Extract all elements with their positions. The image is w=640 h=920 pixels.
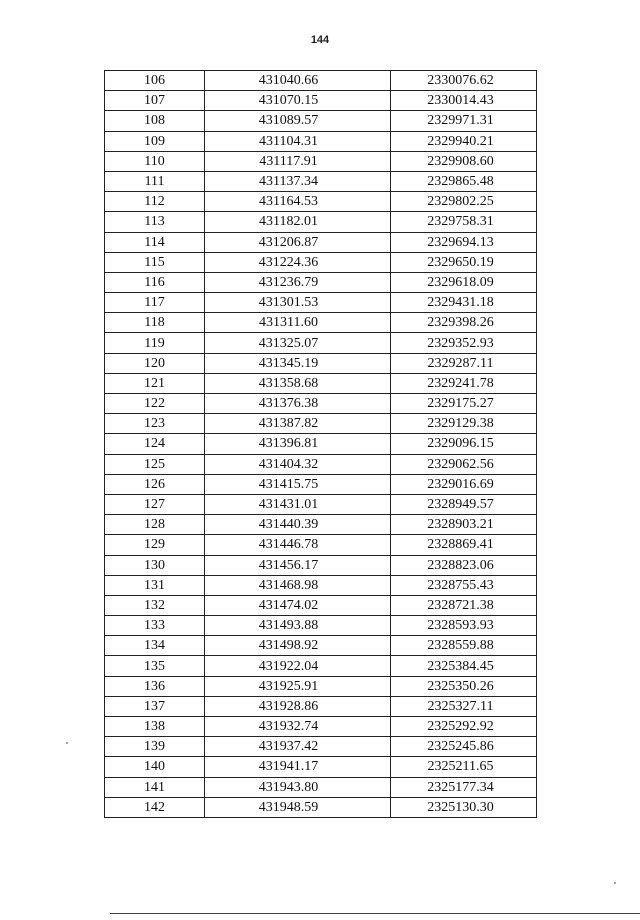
y-coordinate-cell: 2329241.78	[391, 373, 537, 393]
table-row	[105, 595, 537, 615]
point-number-cell: 140	[105, 757, 205, 777]
coordinate-table-body	[105, 71, 537, 818]
x-coordinate-cell: 431164.53	[205, 192, 391, 212]
x-coordinate-cell: 431040.66	[205, 71, 391, 91]
y-coordinate-cell: 2328559.88	[391, 636, 537, 656]
y-coordinate-cell: 2328903.21	[391, 515, 537, 535]
table-row	[105, 454, 537, 474]
point-number-cell: 107	[105, 91, 205, 111]
point-number-cell: 123	[105, 414, 205, 434]
table-row	[105, 151, 537, 171]
y-coordinate-cell: 2329908.60	[391, 151, 537, 171]
y-coordinate-cell: 2325350.26	[391, 676, 537, 696]
point-number-cell: 129	[105, 535, 205, 555]
x-coordinate-cell: 431431.01	[205, 494, 391, 514]
table-row	[105, 474, 537, 494]
x-coordinate-cell: 431070.15	[205, 91, 391, 111]
x-coordinate-cell: 431345.19	[205, 353, 391, 373]
point-number-cell: 124	[105, 434, 205, 454]
y-coordinate-cell: 2329398.26	[391, 313, 537, 333]
scan-speck	[66, 742, 68, 744]
x-coordinate-cell: 431311.60	[205, 313, 391, 333]
point-number-cell: 131	[105, 575, 205, 595]
table-row	[105, 555, 537, 575]
x-coordinate-cell: 431440.39	[205, 515, 391, 535]
x-coordinate-cell: 431937.42	[205, 737, 391, 757]
x-coordinate-cell: 431387.82	[205, 414, 391, 434]
table-row	[105, 171, 537, 191]
table-row	[105, 252, 537, 272]
x-coordinate-cell: 431415.75	[205, 474, 391, 494]
y-coordinate-cell: 2325384.45	[391, 656, 537, 676]
x-coordinate-cell: 431941.17	[205, 757, 391, 777]
point-number-cell: 136	[105, 676, 205, 696]
table-row	[105, 636, 537, 656]
point-number-cell: 109	[105, 131, 205, 151]
point-number-cell: 113	[105, 212, 205, 232]
y-coordinate-cell: 2328949.57	[391, 494, 537, 514]
x-coordinate-cell: 431182.01	[205, 212, 391, 232]
point-number-cell: 119	[105, 333, 205, 353]
point-number-cell: 126	[105, 474, 205, 494]
x-coordinate-cell: 431493.88	[205, 616, 391, 636]
y-coordinate-cell: 2329431.18	[391, 293, 537, 313]
point-number-cell: 125	[105, 454, 205, 474]
y-coordinate-cell: 2328755.43	[391, 575, 537, 595]
y-coordinate-cell: 2325327.11	[391, 696, 537, 716]
table-row	[105, 353, 537, 373]
x-coordinate-cell: 431925.91	[205, 676, 391, 696]
point-number-cell: 134	[105, 636, 205, 656]
y-coordinate-cell: 2329865.48	[391, 171, 537, 191]
x-coordinate-cell: 431117.91	[205, 151, 391, 171]
x-coordinate-cell: 431404.32	[205, 454, 391, 474]
table-row	[105, 131, 537, 151]
table-row	[105, 272, 537, 292]
x-coordinate-cell: 431922.04	[205, 656, 391, 676]
point-number-cell: 117	[105, 293, 205, 313]
y-coordinate-cell: 2328869.41	[391, 535, 537, 555]
table-row	[105, 757, 537, 777]
y-coordinate-cell: 2325211.65	[391, 757, 537, 777]
coordinate-table-container	[104, 70, 536, 818]
x-coordinate-cell: 431932.74	[205, 717, 391, 737]
y-coordinate-cell: 2329940.21	[391, 131, 537, 151]
table-row	[105, 212, 537, 232]
x-coordinate-cell: 431224.36	[205, 252, 391, 272]
y-coordinate-cell: 2330014.43	[391, 91, 537, 111]
y-coordinate-cell: 2325292.92	[391, 717, 537, 737]
table-row	[105, 434, 537, 454]
x-coordinate-cell: 431358.68	[205, 373, 391, 393]
point-number-cell: 133	[105, 616, 205, 636]
x-coordinate-cell: 431104.31	[205, 131, 391, 151]
y-coordinate-cell: 2329129.38	[391, 414, 537, 434]
table-row	[105, 232, 537, 252]
point-number-cell: 128	[105, 515, 205, 535]
point-number-cell: 130	[105, 555, 205, 575]
point-number-cell: 114	[105, 232, 205, 252]
page-bottom-rule	[110, 913, 640, 914]
point-number-cell: 108	[105, 111, 205, 131]
page-number: 144	[310, 34, 330, 46]
y-coordinate-cell: 2329352.93	[391, 333, 537, 353]
point-number-cell: 139	[105, 737, 205, 757]
table-row	[105, 676, 537, 696]
table-row	[105, 394, 537, 414]
x-coordinate-cell: 431301.53	[205, 293, 391, 313]
x-coordinate-cell: 431206.87	[205, 232, 391, 252]
y-coordinate-cell: 2325177.34	[391, 777, 537, 797]
table-row	[105, 111, 537, 131]
point-number-cell: 120	[105, 353, 205, 373]
table-row	[105, 91, 537, 111]
scan-speck	[614, 882, 616, 884]
point-number-cell: 135	[105, 656, 205, 676]
x-coordinate-cell: 431325.07	[205, 333, 391, 353]
x-coordinate-cell: 431137.34	[205, 171, 391, 191]
table-row	[105, 717, 537, 737]
point-number-cell: 110	[105, 151, 205, 171]
point-number-cell: 118	[105, 313, 205, 333]
x-coordinate-cell: 431468.98	[205, 575, 391, 595]
point-number-cell: 121	[105, 373, 205, 393]
y-coordinate-cell: 2329175.27	[391, 394, 537, 414]
y-coordinate-cell: 2329618.09	[391, 272, 537, 292]
y-coordinate-cell: 2329971.31	[391, 111, 537, 131]
x-coordinate-cell: 431456.17	[205, 555, 391, 575]
y-coordinate-cell: 2328593.93	[391, 616, 537, 636]
y-coordinate-cell: 2328823.06	[391, 555, 537, 575]
x-coordinate-cell: 431928.86	[205, 696, 391, 716]
y-coordinate-cell: 2329802.25	[391, 192, 537, 212]
table-row	[105, 777, 537, 797]
table-row	[105, 737, 537, 757]
y-coordinate-cell: 2329694.13	[391, 232, 537, 252]
table-row	[105, 313, 537, 333]
y-coordinate-cell: 2329062.56	[391, 454, 537, 474]
table-row	[105, 575, 537, 595]
y-coordinate-cell: 2325130.30	[391, 797, 537, 817]
point-number-cell: 116	[105, 272, 205, 292]
point-number-cell: 112	[105, 192, 205, 212]
table-row	[105, 696, 537, 716]
x-coordinate-cell: 431474.02	[205, 595, 391, 615]
table-row	[105, 71, 537, 91]
y-coordinate-cell: 2330076.62	[391, 71, 537, 91]
x-coordinate-cell: 431943.80	[205, 777, 391, 797]
y-coordinate-cell: 2329287.11	[391, 353, 537, 373]
y-coordinate-cell: 2329758.31	[391, 212, 537, 232]
y-coordinate-cell: 2329650.19	[391, 252, 537, 272]
table-row	[105, 414, 537, 434]
table-row	[105, 373, 537, 393]
point-number-cell: 137	[105, 696, 205, 716]
point-number-cell: 132	[105, 595, 205, 615]
point-number-cell: 115	[105, 252, 205, 272]
table-row	[105, 535, 537, 555]
point-number-cell: 138	[105, 717, 205, 737]
coordinate-table	[104, 70, 537, 818]
table-row	[105, 656, 537, 676]
table-row	[105, 333, 537, 353]
x-coordinate-cell: 431446.78	[205, 535, 391, 555]
point-number-cell: 141	[105, 777, 205, 797]
table-row	[105, 494, 537, 514]
x-coordinate-cell: 431396.81	[205, 434, 391, 454]
y-coordinate-cell: 2325245.86	[391, 737, 537, 757]
table-row	[105, 192, 537, 212]
y-coordinate-cell: 2328721.38	[391, 595, 537, 615]
table-row	[105, 515, 537, 535]
y-coordinate-cell: 2329016.69	[391, 474, 537, 494]
point-number-cell: 122	[105, 394, 205, 414]
point-number-cell: 111	[105, 171, 205, 191]
y-coordinate-cell: 2329096.15	[391, 434, 537, 454]
x-coordinate-cell: 431089.57	[205, 111, 391, 131]
x-coordinate-cell: 431376.38	[205, 394, 391, 414]
table-row	[105, 293, 537, 313]
x-coordinate-cell: 431236.79	[205, 272, 391, 292]
point-number-cell: 142	[105, 797, 205, 817]
point-number-cell: 106	[105, 71, 205, 91]
point-number-cell: 127	[105, 494, 205, 514]
x-coordinate-cell: 431498.92	[205, 636, 391, 656]
table-row	[105, 797, 537, 817]
table-row	[105, 616, 537, 636]
x-coordinate-cell: 431948.59	[205, 797, 391, 817]
